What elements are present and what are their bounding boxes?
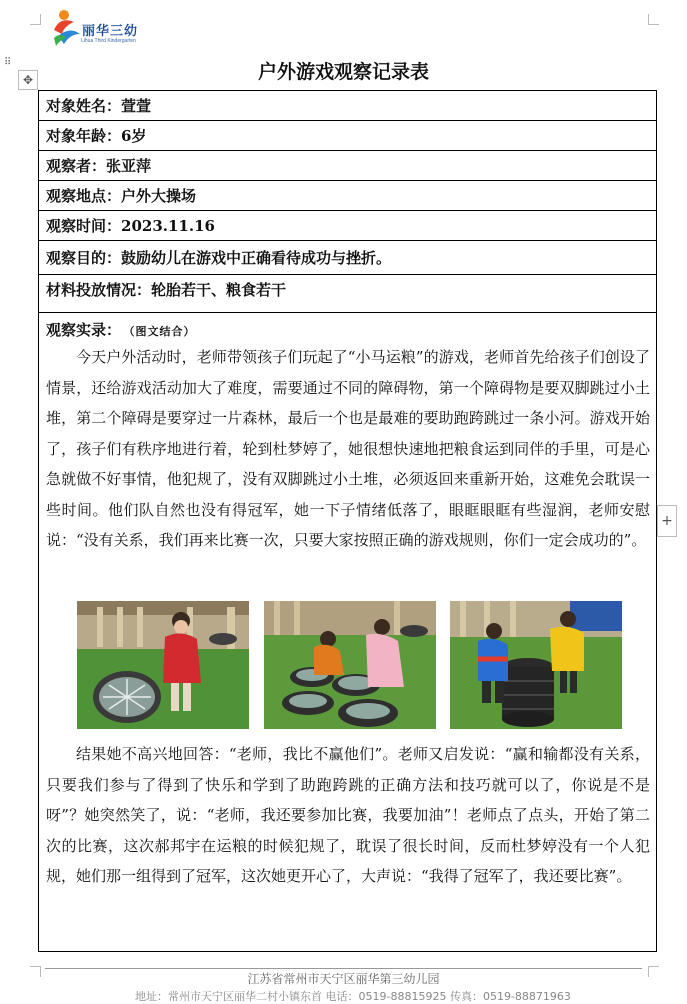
photo-children-on-tires — [264, 601, 436, 729]
field-name-row — [39, 91, 656, 121]
field-label: 材料投放情况： — [46, 281, 152, 299]
photo-children-with-tire-stack — [450, 601, 622, 729]
record-label: 观察实录： — [46, 321, 122, 339]
add-column-icon[interactable]: + — [657, 505, 677, 537]
field-location-row — [39, 181, 656, 211]
footer-school-name: 江苏省常州市天宁区丽华第三幼儿园 — [247, 972, 440, 986]
field-label: 观察者： — [46, 157, 107, 175]
field-value: 2023.11.16 — [121, 216, 215, 235]
drag-dots-icon[interactable]: ⠿ — [4, 57, 12, 68]
field-label: 对象姓名： — [46, 97, 122, 115]
page-title: 户外游戏观察记录表 — [257, 61, 429, 83]
logo-text: 丽华三幼 — [82, 24, 139, 39]
field-observer-row — [39, 151, 656, 181]
record-paragraph-2: 结果她不高兴地回答：“老师，我比不赢他们”。老师又启发说：“赢和输都没有关系，只要我们参与了得到了快乐和学到了助跑跨跳的正确方法和技巧就可以了，你说是不是呀”？她突然笑了，说：“老师，我还要参加比赛，我要加油”！老师点了点头，开始了第二次的比赛，这次郝邦宇在运粮的时候犯规了，耽误了很长时间，反而杜梦婷没有一个人犯规，她们那一组得到了冠军，这次她更开心了，大声说：“我得了冠军了，我还要比赛”。 — [46, 745, 650, 885]
corner-mark — [30, 14, 41, 25]
record-table — [38, 90, 657, 952]
logo-mark-icon — [50, 8, 84, 48]
field-value: 鼓励幼儿在游戏中正确看待成功与挫折。 — [121, 249, 392, 267]
field-label: 观察时间： — [46, 217, 122, 235]
field-age-row — [39, 121, 656, 151]
logo-subtitle: Lihua Third Kindergarten — [81, 38, 136, 44]
field-value: 户外大操场 — [121, 187, 197, 205]
field-value: 萱萱 — [121, 97, 152, 115]
record-section — [46, 319, 196, 340]
photo-child-with-tire — [77, 601, 249, 729]
field-materials-row — [39, 275, 656, 313]
field-label: 对象年龄： — [46, 127, 122, 145]
footer-address: 地址：常州市天宁区丽华二村小镇东首 电话：0519-88815925 传真：0519-88871963 — [135, 990, 571, 1003]
record-hint: （图文结合） — [129, 325, 196, 338]
field-label: 观察地点： — [46, 187, 122, 205]
field-purpose-row — [39, 241, 656, 275]
corner-mark — [648, 14, 659, 25]
field-value: 6岁 — [121, 127, 147, 145]
record-paragraph-1: 今天户外活动时，老师带领孩子们玩起了“小马运粮”的游戏，老师首先给孩子们创设了情景，还给游戏活动加大了难度，需要通过不同的障碍物，第一个障碍物是要双脚跳过小土堆，第二个障碍是要穿过一片森林，最后一个也是最难的要助跑跨跳过一条小河。游戏开始了，孩子们有秩序地进行着，轮到杜梦婷了，她很想快速地把粮食运到同伴的手里，可是心急就做不好事情，他犯规了，没有双脚跳过小土堆，必须返回来重新开始，这难免会耽误一些时间。他们队自然也没有得冠军，她一下子情绪低落了，眼眶眼眶有些湿润，老师安慰说：“没有关系，我们再来比赛一次，只要大家按照正确的游戏规则，你们一定会成功的”。 — [46, 348, 650, 549]
field-time-row — [39, 211, 656, 241]
footer-divider — [45, 968, 642, 969]
table-move-handle-icon[interactable]: ✥ — [18, 70, 38, 90]
field-value: 轮胎若干、粮食若干 — [151, 281, 287, 299]
field-value: 张亚萍 — [106, 157, 152, 175]
field-label: 观察目的： — [46, 249, 122, 267]
